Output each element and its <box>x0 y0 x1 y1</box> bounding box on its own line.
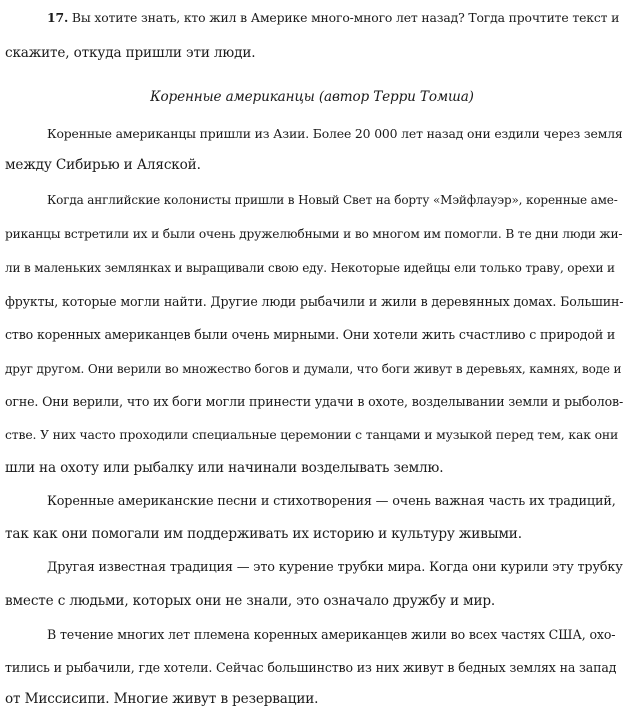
text-line: риканцы встретили их и были очень дружелюбными и во многом им помогли. В те дни люди жи- <box>5 227 623 241</box>
text-line: Другая известная традиция — это курение трубки мира. Когда они курили эту трубку <box>47 560 623 575</box>
text-line: шли на охоту или рыбалку или начинали возделывать землю. <box>5 460 444 476</box>
text-line: вместе с людьми, которых они не знали, это означало дружбу и мир. <box>5 593 496 609</box>
task-line-1 <box>0 8 624 28</box>
text-line: огне. Они верили, что их боги могли принести удачи в охоте, возделывании земли и рыболов- <box>5 394 624 409</box>
text-line: ли в маленьких землянках и выращивали свою еду. Некоторые идейцы ели только траву, орехи и <box>5 261 615 275</box>
text-title: Коренные американцы (автор Терри Томша) <box>150 89 474 105</box>
text-line: стве. У них часто проходили специальные церемонии с танцами и музыкой перед тем, как они <box>5 427 619 442</box>
text-line: друг другом. Они верили во множество богов и думали, что боги живут в деревьях, камнях, воде и <box>5 362 622 376</box>
task-line-2: скажите, откуда пришли эти люди. <box>5 45 256 61</box>
text-line: так как они помогали им поддерживать их историю и культуру живыми. <box>5 526 522 542</box>
task-number: 17. <box>47 10 69 25</box>
text-line: В течение многих лет племена коренных американцев жили во всех частях США, охо- <box>47 627 616 642</box>
text-line: тились и рыбачили, где хотели. Сейчас большинство из них живут в бедных землях на запад <box>5 660 617 675</box>
text-line: Когда английские колонисты пришли в Новый Свет на борту «Мэйфлауэр», коренные аме- <box>47 193 618 207</box>
task-text-1: Вы хотите знать, кто жил в Америке много-много лет назад? Тогда прочтите текст и <box>71 10 620 25</box>
text-line: фрукты, которые могли найти. Другие люди рыбачили и жили в деревянных домах. Большин- <box>5 294 624 309</box>
text-line: Коренные американские песни и стихотворения — очень важная часть их традиций, <box>47 494 616 509</box>
text-line: от Миссисипи. Многие живут в резервации. <box>5 691 319 707</box>
text-line: ство коренных американцев были очень мирными. Они хотели жить счастливо с природой и <box>5 327 616 342</box>
text-line: между Сибирью и Аляской. <box>5 157 201 173</box>
text-line: Коренные американцы пришли из Азии. Более 20 000 лет назад они ездили через земля <box>47 126 623 141</box>
